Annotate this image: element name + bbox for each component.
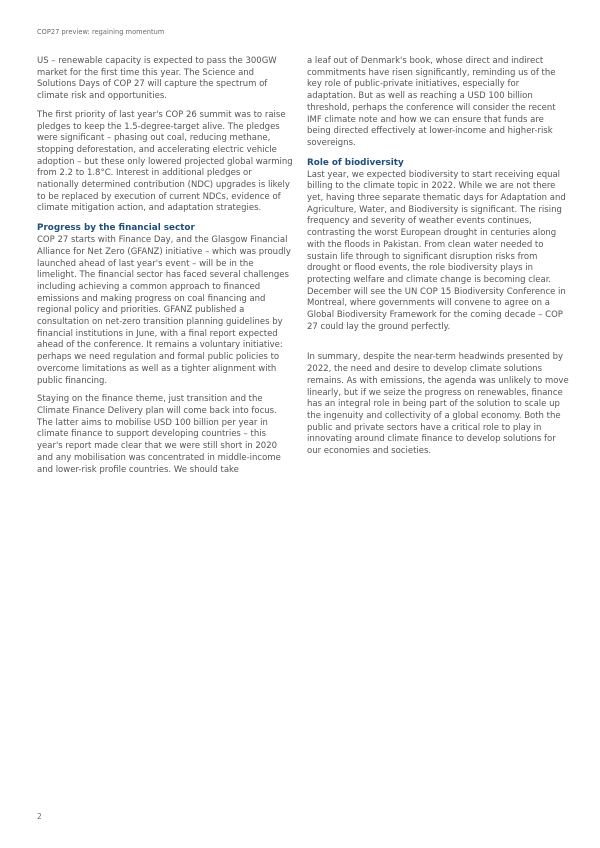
page-number: 2 [37, 812, 42, 821]
section-heading-financial-sector: Progress by the financial sector [37, 223, 195, 234]
paragraph: The first priority of last year's COP 26 summit was to raise pledges to keep the 1.5-degree-target alive. The pledges were significant – phasing out coal, reducing methane, stopping deforestation, and accelerating electric vehicle adoption – but these only lowered projected global warming from 2.2 to 1.8°C. Interest in additional pledges or nationally determined contribution (NDC) upgrades is likely to be replaced by execution of current NDCs, evidence of climate mitigation action, and adaptation strategies. [37, 109, 293, 214]
summary-paragraph: In summary, despite the near-term headwinds presented by 2022, the need and desire to develop climate solutions remains. As with emissions, the agenda was unlikely to move linearly, but if we seize the progress on renewables, finance has an integral role in being part of the solution to scale up the ingenuity and collectivity of a global economy. Both the public and private sectors have a critical role to play in innovating around climate finance to develop solutions for our economies and societies. [307, 352, 569, 457]
paragraph: Staying on the finance theme, just transition and the Climate Finance Delivery plan will come back into focus. The latter aims to mobilise USD 100 billion per year in climate finance to support developing countries – this year's report made clear that we were still short in 2020 and any mobilisation was concentrated in middle-income and lower-risk profile countries. We should take [37, 394, 281, 475]
paragraph: Last year, we expected biodiversity to start receiving equal billing to the climate topic in 2022. While we are not there yet, having three separate thematic days for Adaptation and Agriculture, Water, and Biodiversity is significant. The rising frequency and severity of weather events continues, contrasting the worst European drought in centuries along with the floods in Pakistan. From clean water needed to sustain life through to significant disruption risks from drought or flood events, the role biodiversity plays in protecting welfare and climate change is becoming clear. December will see the UN COP 15 Biodiversity Conference in Montreal, where governments will convene to agree on a Global Biodiversity Framework for the coming decade – COP 27 could lay the ground perfectly. [307, 169, 566, 332]
running-header: COP27 preview: regaining momentum [37, 28, 165, 36]
left-column [37, 56, 293, 483]
right-column [307, 56, 569, 465]
paragraph: US – renewable capacity is expected to pass the 300GW market for the first time this year. The Science and Solutions Days of COP 27 will capture the spectrum of climate risk and opportunities. [37, 56, 277, 102]
paragraph: COP 27 starts with Finance Day, and the Glasgow Financial Alliance for Net Zero (GFANZ) initiative – which was proudly launched ahead of last year's event – will be in the limelight. The financial sector has faced several challenges including achieving a common approach to financed emissions and making progress on coal financing and regional policy and priorities. GFANZ published a consultation on net-zero transition planning guidelines by financial institutions in June, with a final report expected ahead of the conference. It remains a voluntary initiative: perhaps we need regulation and formal public policies to overcome limitations as well as a tighter alignment with public financing. [37, 235, 291, 386]
spacer [307, 340, 569, 352]
section-heading-biodiversity: Role of biodiversity [307, 157, 404, 168]
paragraph: a leaf out of Denmark's book, whose direct and indirect commitments have risen significantly, reminding us of the key role of public-private initiatives, especially for adaptation. But as well as reaching a USD 100 billion threshold, perhaps the conference will consider the recent IMF climate note and how we can ensure that funds are being directed effectively at lower-income and higher-risk sovereigns. [307, 56, 556, 148]
